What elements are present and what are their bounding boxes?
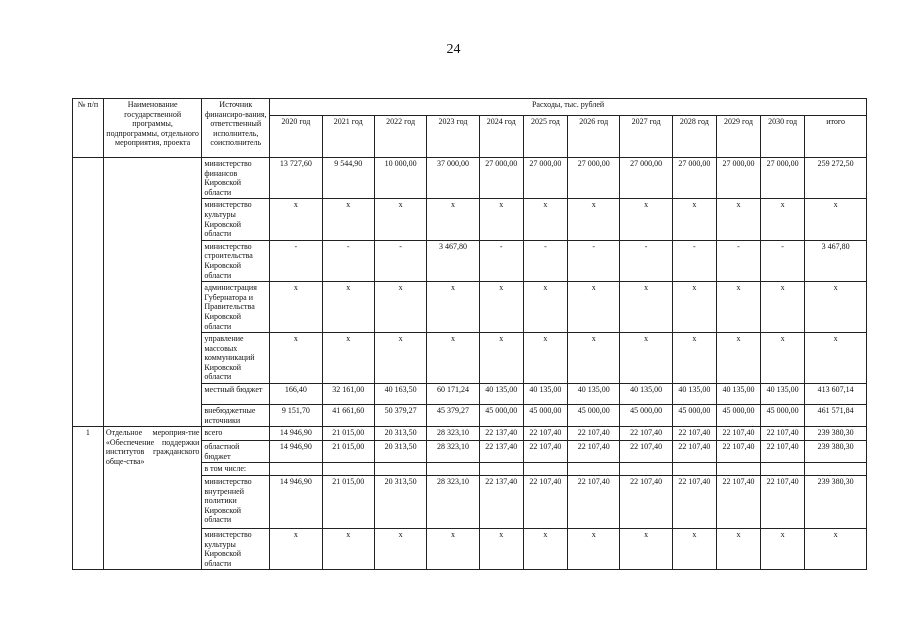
value-cell: 3 467,80 (427, 240, 479, 281)
header-year: 2024 год (479, 116, 523, 158)
value-cell: х (672, 333, 716, 384)
value-cell: 27 000,00 (716, 158, 760, 199)
value-cell: х (374, 282, 426, 333)
value-cell: 413 607,14 (805, 384, 867, 405)
value-cell: х (479, 282, 523, 333)
value-cell: х (568, 529, 620, 570)
value-cell: х (270, 529, 322, 570)
value-cell: х (568, 199, 620, 240)
header-year: 2020 год (270, 116, 322, 158)
header-year: 2028 год (672, 116, 716, 158)
header-year: 2029 год (716, 116, 760, 158)
header-year: итого (805, 116, 867, 158)
name-cell: Отдельное мероприя-тие «Обеспечение поддержки институтов гражданского обще-ства» (103, 427, 202, 570)
value-cell: х (805, 282, 867, 333)
value-cell: х (427, 282, 479, 333)
value-cell: х (568, 333, 620, 384)
value-cell: 40 163,50 (374, 384, 426, 405)
value-cell: х (427, 529, 479, 570)
value-cell: 22 137,40 (479, 441, 523, 463)
value-cell: 13 727,60 (270, 158, 322, 199)
value-cell: х (523, 199, 567, 240)
value-cell: 27 000,00 (672, 158, 716, 199)
value-cell: 20 313,50 (374, 441, 426, 463)
header-year: 2022 год (374, 116, 426, 158)
value-cell: х (716, 199, 760, 240)
value-cell: х (270, 333, 322, 384)
value-cell: х (761, 529, 805, 570)
value-cell: х (270, 282, 322, 333)
table-row (73, 427, 867, 441)
value-cell: 14 946,90 (270, 476, 322, 529)
value-cell: 40 135,00 (672, 384, 716, 405)
value-cell: - (322, 240, 374, 281)
value-cell: 239 380,30 (805, 441, 867, 463)
value-cell: - (270, 240, 322, 281)
value-cell: - (523, 240, 567, 281)
value-cell: 45 000,00 (523, 405, 567, 427)
value-cell: - (568, 240, 620, 281)
value-cell: - (672, 240, 716, 281)
source-cell: министерство культуры Кировской области (202, 529, 270, 570)
value-cell (568, 463, 620, 476)
value-cell: 20 313,50 (374, 427, 426, 441)
value-cell: 22 137,40 (479, 476, 523, 529)
value-cell (672, 463, 716, 476)
header-num: № п/п (73, 99, 104, 158)
value-cell: 9 151,70 (270, 405, 322, 427)
header-expenses: Расходы, тыс. рублей (270, 99, 867, 116)
value-cell: х (716, 282, 760, 333)
value-cell: 41 661,60 (322, 405, 374, 427)
page-number: 24 (446, 42, 461, 57)
value-cell: х (620, 529, 672, 570)
value-cell: х (523, 282, 567, 333)
value-cell: 461 571,84 (805, 405, 867, 427)
value-cell: 21 015,00 (322, 427, 374, 441)
value-cell (716, 463, 760, 476)
source-cell: местный бюджет (202, 384, 270, 405)
value-cell: 14 946,90 (270, 427, 322, 441)
value-cell (427, 463, 479, 476)
source-cell: в том числе: (202, 463, 270, 476)
value-cell: 22 107,40 (620, 427, 672, 441)
value-cell: 22 107,40 (568, 441, 620, 463)
value-cell: 45 379,27 (427, 405, 479, 427)
value-cell: 259 272,50 (805, 158, 867, 199)
value-cell: х (322, 282, 374, 333)
value-cell: 22 137,40 (479, 427, 523, 441)
value-cell: 27 000,00 (761, 158, 805, 199)
value-cell (322, 463, 374, 476)
value-cell: 45 000,00 (479, 405, 523, 427)
num-cell: 1 (73, 427, 104, 570)
value-cell: 45 000,00 (620, 405, 672, 427)
source-cell: областной бюджет (202, 441, 270, 463)
value-cell: 40 135,00 (523, 384, 567, 405)
budget-table (72, 98, 867, 570)
source-cell: управление массовых коммуникаций Кировской области (202, 333, 270, 384)
header-year: 2027 год (620, 116, 672, 158)
value-cell: 27 000,00 (620, 158, 672, 199)
value-cell: х (805, 529, 867, 570)
value-cell: 28 323,10 (427, 427, 479, 441)
value-cell (374, 463, 426, 476)
value-cell: 40 135,00 (568, 384, 620, 405)
value-cell: 9 544,90 (322, 158, 374, 199)
source-cell: министерство внутренней политики Кировской области (202, 476, 270, 529)
value-cell: 22 107,40 (523, 427, 567, 441)
value-cell: х (322, 199, 374, 240)
value-cell: х (716, 333, 760, 384)
value-cell: х (620, 199, 672, 240)
value-cell: 45 000,00 (761, 405, 805, 427)
value-cell: х (374, 529, 426, 570)
value-cell: 28 323,10 (427, 476, 479, 529)
value-cell: х (322, 529, 374, 570)
value-cell (270, 463, 322, 476)
header-year: 2025 год (523, 116, 567, 158)
name-cell (103, 158, 202, 427)
value-cell: 22 107,40 (523, 476, 567, 529)
value-cell: 27 000,00 (479, 158, 523, 199)
value-cell: х (672, 199, 716, 240)
value-cell: 37 000,00 (427, 158, 479, 199)
value-cell: 27 000,00 (568, 158, 620, 199)
num-cell (73, 158, 104, 427)
value-cell: 45 000,00 (672, 405, 716, 427)
value-cell: - (761, 240, 805, 281)
source-cell: внебюджетные источники (202, 405, 270, 427)
value-cell: - (479, 240, 523, 281)
value-cell: х (620, 282, 672, 333)
source-cell: министерство культуры Кировской области (202, 199, 270, 240)
header-source: Источник финансиро-вания, ответственный исполнитель, соисполнитель (202, 99, 270, 158)
value-cell: х (805, 333, 867, 384)
value-cell: 22 107,40 (523, 441, 567, 463)
value-cell: - (620, 240, 672, 281)
value-cell: 239 380,30 (805, 427, 867, 441)
value-cell: 40 135,00 (716, 384, 760, 405)
value-cell: 50 379,27 (374, 405, 426, 427)
value-cell: х (322, 333, 374, 384)
value-cell: 40 135,00 (620, 384, 672, 405)
value-cell: 22 107,40 (672, 427, 716, 441)
value-cell: х (523, 529, 567, 570)
value-cell: х (716, 529, 760, 570)
source-cell: администрация Губернатора и Правительства Кировской области (202, 282, 270, 333)
value-cell: 22 107,40 (761, 427, 805, 441)
value-cell (523, 463, 567, 476)
value-cell: х (672, 282, 716, 333)
value-cell: х (761, 199, 805, 240)
header-year: 2030 год (761, 116, 805, 158)
value-cell: х (374, 333, 426, 384)
value-cell: 22 107,40 (672, 476, 716, 529)
value-cell: 60 171,24 (427, 384, 479, 405)
value-cell: х (427, 199, 479, 240)
value-cell: 27 000,00 (523, 158, 567, 199)
value-cell: 45 000,00 (568, 405, 620, 427)
value-cell: - (716, 240, 760, 281)
value-cell: 32 161,00 (322, 384, 374, 405)
value-cell: 22 107,40 (568, 476, 620, 529)
value-cell: х (374, 199, 426, 240)
value-cell: х (479, 529, 523, 570)
value-cell: 239 380,30 (805, 476, 867, 529)
value-cell: 40 135,00 (479, 384, 523, 405)
value-cell: 22 107,40 (568, 427, 620, 441)
header-name: Наименование государственной программы, подпрограммы, отдельного мероприятия, проекта (103, 99, 202, 158)
value-cell: 22 107,40 (716, 427, 760, 441)
value-cell: х (761, 333, 805, 384)
value-cell: 21 015,00 (322, 476, 374, 529)
header-year: 2021 год (322, 116, 374, 158)
value-cell: х (270, 199, 322, 240)
value-cell: 22 107,40 (761, 441, 805, 463)
value-cell: х (479, 333, 523, 384)
value-cell: х (568, 282, 620, 333)
value-cell (620, 463, 672, 476)
value-cell: х (620, 333, 672, 384)
source-cell: всего (202, 427, 270, 441)
value-cell: 20 313,50 (374, 476, 426, 529)
value-cell: 40 135,00 (761, 384, 805, 405)
value-cell: х (479, 199, 523, 240)
value-cell: 22 107,40 (761, 476, 805, 529)
value-cell: х (761, 282, 805, 333)
value-cell (805, 463, 867, 476)
header-year: 2023 год (427, 116, 479, 158)
value-cell: 22 107,40 (672, 441, 716, 463)
value-cell: х (427, 333, 479, 384)
value-cell: 14 946,90 (270, 441, 322, 463)
value-cell: 3 467,80 (805, 240, 867, 281)
value-cell: 22 107,40 (716, 441, 760, 463)
value-cell: 21 015,00 (322, 441, 374, 463)
value-cell: 28 323,10 (427, 441, 479, 463)
value-cell: 22 107,40 (716, 476, 760, 529)
source-cell: министерство строительства Кировской области (202, 240, 270, 281)
value-cell (479, 463, 523, 476)
value-cell (761, 463, 805, 476)
value-cell: 22 107,40 (620, 476, 672, 529)
value-cell: 45 000,00 (716, 405, 760, 427)
value-cell: 22 107,40 (620, 441, 672, 463)
value-cell: х (523, 333, 567, 384)
value-cell: 166,40 (270, 384, 322, 405)
value-cell: 10 000,00 (374, 158, 426, 199)
table-row (73, 158, 867, 199)
value-cell: х (805, 199, 867, 240)
value-cell: х (672, 529, 716, 570)
value-cell: - (374, 240, 426, 281)
source-cell: министерство финансов Кировской области (202, 158, 270, 199)
header-year: 2026 год (568, 116, 620, 158)
